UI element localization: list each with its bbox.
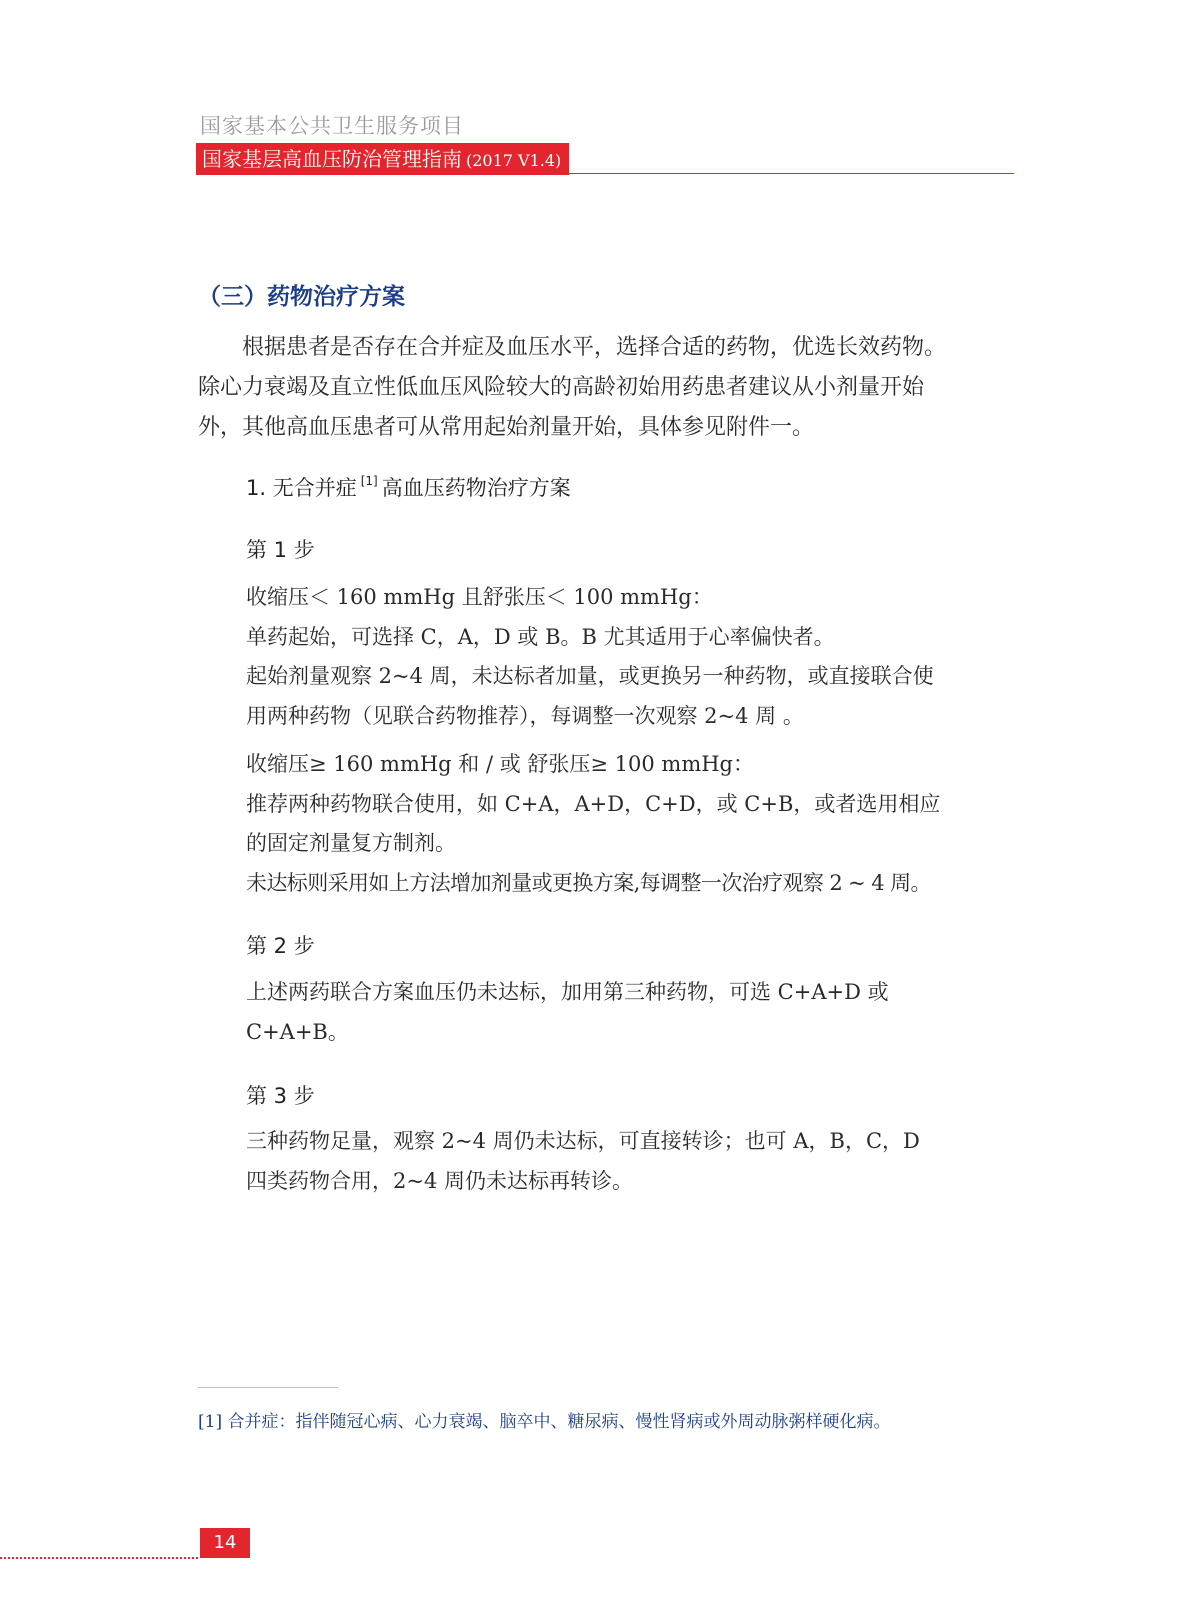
page-dotted-line	[0, 1557, 198, 1559]
step-line: 三种药物足量，观察 2~4 周仍未达标，可直接转诊；也可 A，B，C，D	[246, 1129, 920, 1153]
step-line: 上述两药联合方案血压仍未达标，加用第三种药物，可选 C+A+D 或	[246, 980, 889, 1004]
step-line: 未达标则采用如上方法增加剂量或更换方案,每调整一次治疗观察 2 ~ 4 周。	[246, 870, 931, 895]
intro-line: 外，其他高血压患者可从常用起始剂量开始，具体参见附件一。	[198, 415, 815, 440]
step-1-label: 第 1 步	[246, 538, 315, 562]
footnote-divider	[198, 1387, 338, 1388]
step-3-block	[246, 1122, 1016, 1201]
step-line: 起始剂量观察 2~4 周，未达标者加量，或更换另一种药物，或直接联合使	[246, 664, 934, 688]
step-2-block	[246, 973, 1016, 1052]
subsection-title-text: 1. 无合并症	[246, 476, 357, 500]
subsection-title	[246, 472, 571, 502]
subsection-title-text: 高血压药物治疗方案	[381, 476, 571, 500]
footnote-reference: [1]	[360, 474, 378, 488]
guide-title-banner	[196, 143, 569, 175]
footnote: [1] 合并症：指伴随冠心病、心力衰竭、脑卒中、糖尿病、慢性肾病或外周动脉粥样硬化病。	[198, 1412, 891, 1432]
step-line: C+A+B。	[246, 1019, 349, 1044]
step-1-block-b	[246, 745, 1016, 903]
step-line: 单药起始，可选择 C，A，D 或 B。B 尤其适用于心率偏快者。	[246, 624, 835, 649]
header-divider	[196, 173, 1014, 174]
step-2-label: 第 2 步	[246, 934, 315, 958]
step-line: 收缩压＜ 160 mmHg 且舒张压＜ 100 mmHg：	[246, 585, 713, 609]
step-3-label: 第 3 步	[246, 1084, 315, 1108]
intro-paragraph	[198, 328, 1013, 448]
page-number: 14	[200, 1528, 250, 1558]
section-title: （三）药物治疗方案	[198, 284, 405, 310]
step-line: 四类药物合用，2~4 周仍未达标再转诊。	[246, 1168, 633, 1193]
guide-title: 国家基层高血压防治管理指南	[202, 147, 462, 171]
guide-version: (2017 V1.4)	[466, 151, 562, 170]
series-title: 国家基本公共卫生服务项目	[200, 114, 464, 138]
intro-line: 除心力衰竭及直立性低血压风险较大的高龄初始用药患者建议从小剂量开始	[198, 375, 925, 400]
intro-line: 根据患者是否存在合并症及血压水平，选择合适的药物，优选长效药物。	[242, 335, 947, 360]
step-line: 推荐两种药物联合使用，如 C+A，A+D，C+D，或 C+B，或者选用相应	[246, 791, 941, 816]
step-1-block-a	[246, 578, 1016, 736]
step-line: 用两种药物（见联合药物推荐），每调整一次观察 2~4 周 。	[246, 703, 804, 728]
step-line: 的固定剂量复方制剂。	[246, 831, 456, 855]
step-line: 收缩压≥ 160 mmHg 和 / 或 舒张压≥ 100 mmHg：	[246, 752, 754, 776]
